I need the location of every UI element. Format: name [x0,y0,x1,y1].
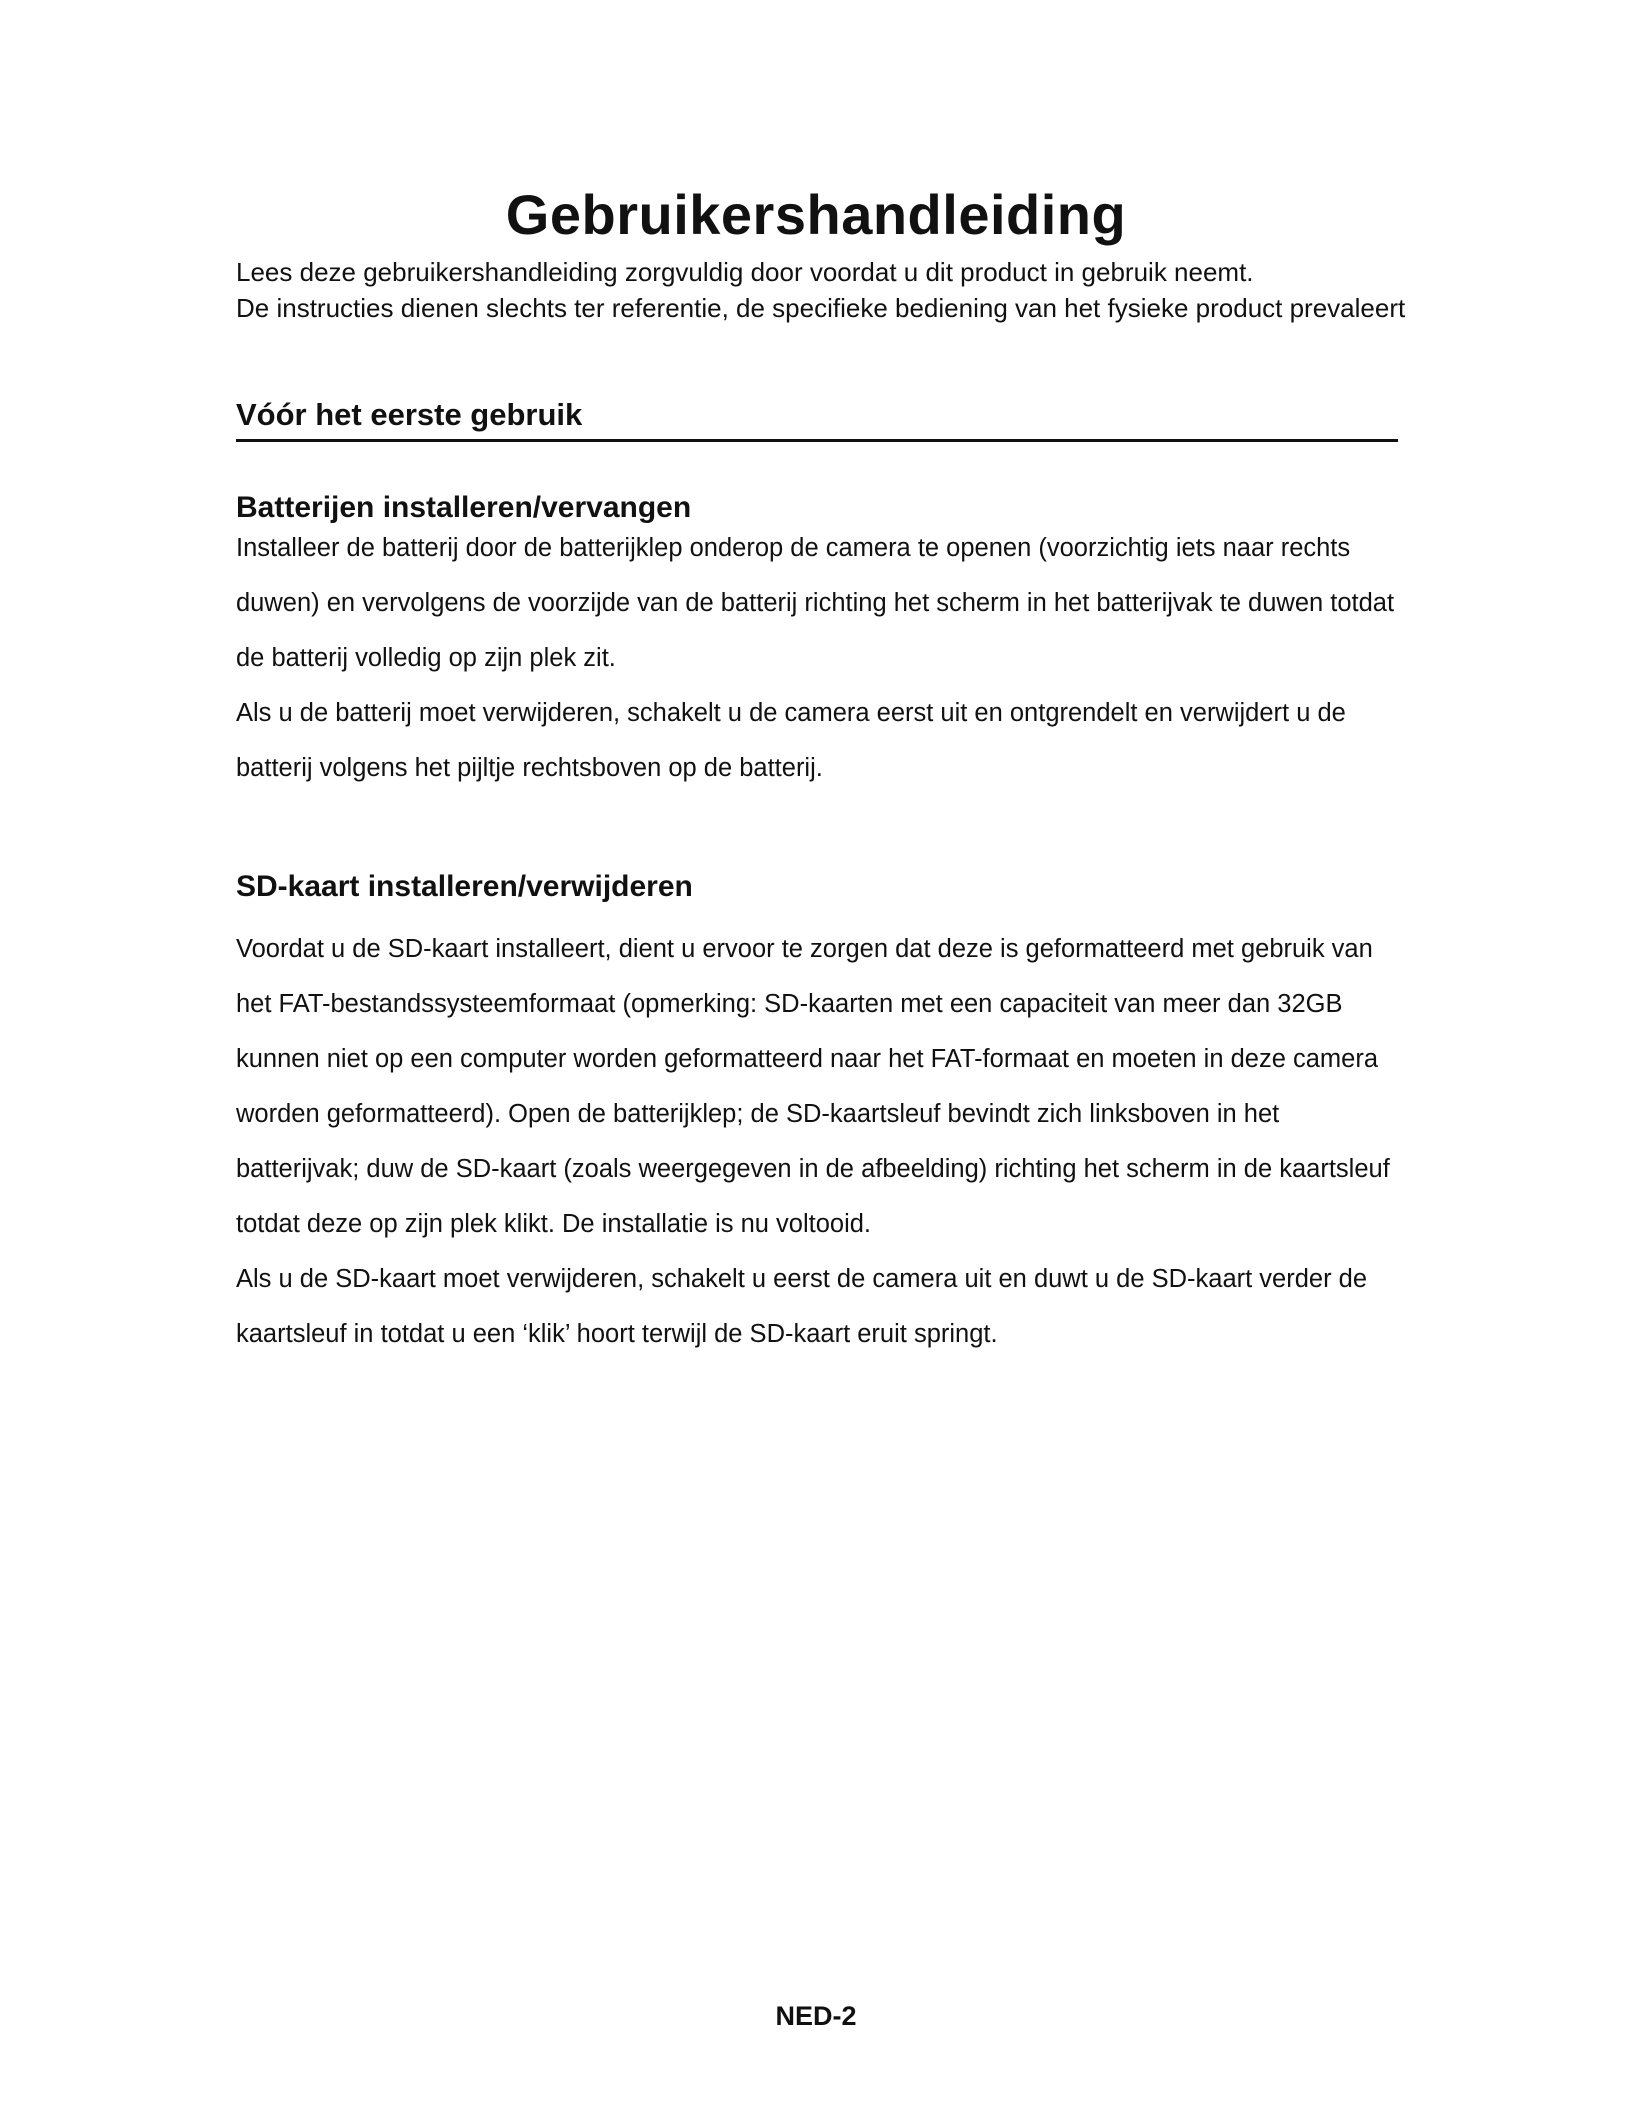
sd-card-heading: SD-kaart installeren/verwijderen [236,870,693,903]
sd-card-paragraph-remove: Als u de SD-kaart moet verwijderen, schakelt u eerst de camera uit en duwt u de SD-kaart verder de kaartsleuf in totdat u een ‘klik’ hoort terwijl de SD-kaart eruit springt. [236,1265,1368,1348]
section-heading-first-use: Vóór het eerste gebruik [236,397,583,432]
battery-instructions [236,521,1406,796]
intro-text [236,254,1406,326]
sd-card-paragraph-install: Voordat u de SD-kaart installeert, dient u ervoor te zorgen dat deze is geformatteerd met gebruik van het FAT-bestandssysteemformaat (opmerking: SD-kaarten met een capaciteit van meer dan 32GB kunnen niet op een computer worden geformatteerd naar het FAT-formaat en moeten in deze camera worden geformatteerd). Open de batterijklep; de SD-kaartsleuf bevindt zich linksboven in het batterijvak; duw de SD-kaart (zoals weergegeven in de afbeelding) richting het scherm in de kaartsleuf totdat deze op zijn plek klikt. De installatie is nu voltooid. [236,935,1390,1238]
intro-line: Lees deze gebruikershandleiding zorgvuldig door voordat u dit product in gebruik neemt. [236,257,1254,287]
page-number: NED-2 [775,2001,857,2031]
sd-card-instructions [236,922,1406,1362]
page-title: Gebruikershandleiding [505,183,1127,246]
intro-line: De instructies dienen slechts ter referentie, de specifieke bediening van het fysieke product prevaleert [236,293,1406,323]
section-divider [236,439,1398,442]
battery-heading: Batterijen installeren/vervangen [236,491,692,524]
battery-paragraph-install: Installeer de batterij door de batterijklep onderop de camera te openen (voorzichtig iets naar rechts duwen) en vervolgens de voorzijde van de batterij richting het scherm in het batterijvak te duwen totdat de batterij volledig op zijn plek zit. [236,534,1395,672]
battery-paragraph-remove: Als u de batterij moet verwijderen, schakelt u de camera eerst uit en ontgrendelt en verwijdert u de batterij volgens het pijltje rechtsboven op de batterij. [236,699,1346,782]
